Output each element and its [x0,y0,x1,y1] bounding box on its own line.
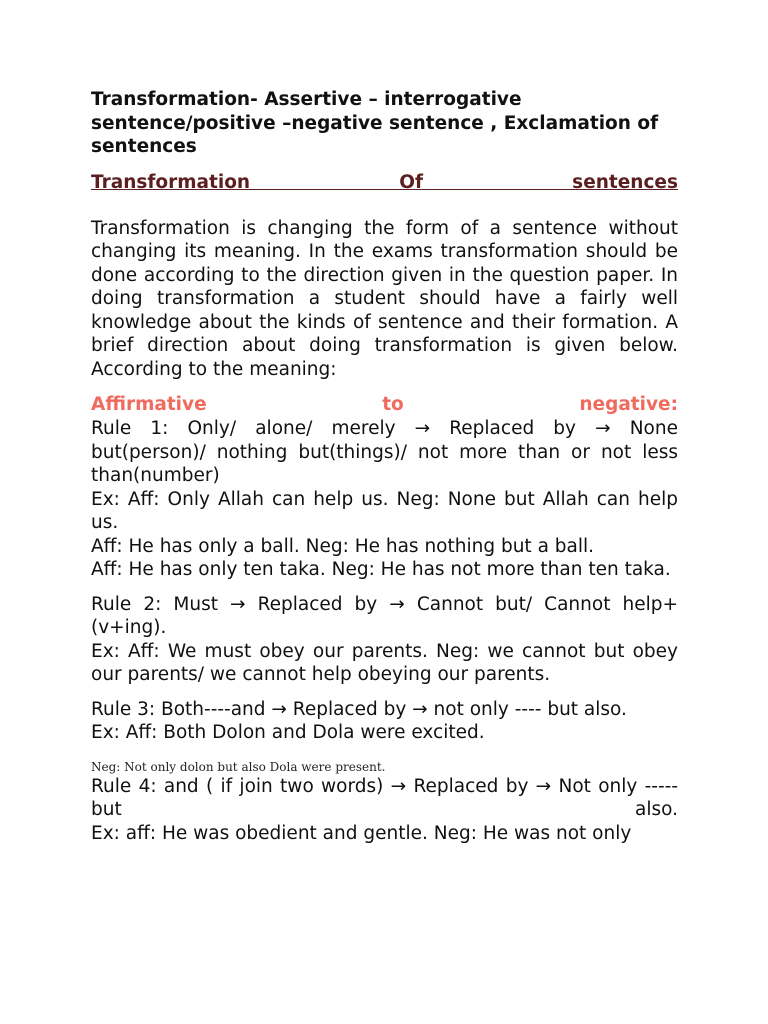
subheading-affirmative-negative: Affirmative to negative: [91,394,678,415]
rule-3-note: Neg: Not only dolon but also Dola were present. [91,759,386,774]
rule-1-example-3: Aff: He has only ten taka. Neg: He has not more than ten taka. [91,559,671,580]
meaning-line: According to the meaning: [91,358,337,380]
document-title: Transformation- Assertive – interrogative sentence/positive –negative sentence , Exclamation of sentences [91,89,659,157]
section-heading: Transformation Of sentences [91,171,678,193]
rule-3-example: Ex: Aff: Both Dolon and Dola were excited. [91,722,485,743]
rule-3: Rule 3: Both----and → Replaced by → not only ---- but also. [91,698,627,720]
document-page [91,88,678,845]
rule-2: Rule 2: Must → Replaced by → Cannot but/ Cannot help+(v+ing). [91,593,678,638]
rule-2-example: Ex: Aff: We must obey our parents. Neg: we cannot but obey our parents/ we cannot help obeying our parents. [91,640,678,685]
rule-1-example-2: Aff: He has only a ball. Neg: He has nothing but a ball. [91,535,595,557]
intro-paragraph: Transformation is changing the form of a sentence without changing its meaning. In the exams transformation should be done according to the direction given in the question paper. In doing transformation a student should have a fairly well knowledge about the kinds of sentence and their formation. A brief direction about doing transformation is given below. [91,217,678,356]
rule-4: Rule 4: and ( if join two words) → Replaced by → Not only ----- but also. [91,775,678,820]
rule-1: Rule 1: Only/ alone/ merely → Replaced by → None but(person)/ nothing but(things)/ not more than or not less than(number) [91,418,678,486]
rule-1-example-1: Ex: Aff: Only Allah can help us. Neg: None but Allah can help us. [91,488,678,533]
rule-4-example: Ex: aff: He was obedient and gentle. Neg: He was not only [91,822,632,844]
